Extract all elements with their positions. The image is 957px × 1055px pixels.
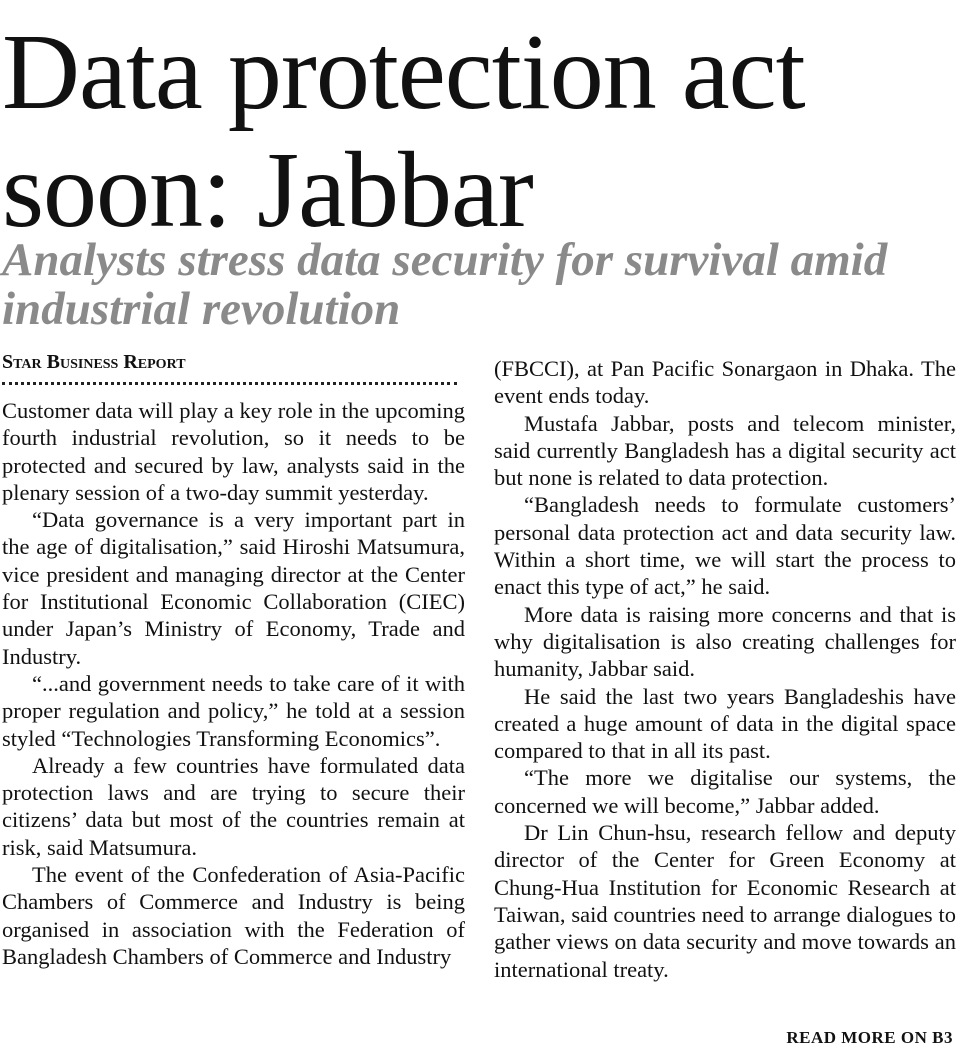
- dotted-divider: [2, 382, 457, 385]
- headline: Data protection act soon: Jabbar: [2, 13, 805, 250]
- paragraph: (FBCCI), at Pan Pacific Sonargaon in Dhaka. The event ends today.: [494, 356, 956, 409]
- read-more-link[interactable]: READ MORE ON B3: [786, 1028, 953, 1047]
- paragraph: He said the last two years Bangladeshis have created a huge amount of data in the digital space compared to that in all its past.: [494, 683, 956, 764]
- byline: Star Business Report: [2, 351, 186, 373]
- paragraph: Already a few countries have formulated data protection laws and are trying to secure their citizens’ data but most of the countries remain at risk, said Matsumura.: [2, 752, 465, 860]
- subheadline: Analysts stress data security for survival amid industrial revolution: [2, 234, 888, 335]
- paragraph: “Bangladesh needs to formulate customers’ personal data protection act and data security law. Within a short time, we will start the process to enact this type of act,” he said.: [494, 492, 956, 600]
- paragraph: “...and government needs to take care of it with proper regulation and policy,” he told at a session styled “Technologies Transforming Economics”.: [2, 670, 465, 751]
- article-column-right: [494, 355, 956, 983]
- paragraph: More data is raising more concerns and that is why digitalisation is also creating challenges for humanity, Jabbar said.: [494, 601, 956, 682]
- paragraph: “The more we digitalise our systems, the concerned we will become,” Jabbar added.: [494, 765, 956, 818]
- paragraph: The event of the Confederation of Asia-Pacific Chambers of Commerce and Industry is being organised in association with the Federation of Bangladesh Chambers of Commerce and Industry: [2, 862, 465, 969]
- paragraph: Dr Lin Chun-hsu, research fellow and deputy director of the Center for Green Economy at Chung-Hua Institution for Economic Research at Taiwan, said countries need to arrange dialogues to gather views on data security and move towards an international treaty.: [494, 820, 956, 982]
- paragraph: Customer data will play a key role in the upcoming fourth industrial revolution, so it needs to be protected and secured by law, analysts said in the plenary session of a two-day summit yesterday.: [2, 398, 465, 505]
- article-column-left: [2, 350, 465, 970]
- paragraph: “Data governance is a very important part in the age of digitalisation,” said Hiroshi Matsumura, vice president and managing director at the Center for Institutional Economic Collaboration (CIEC) under Japan’s Ministry of Economy, Trade and Industry.: [2, 507, 465, 669]
- paragraph: Mustafa Jabbar, posts and telecom minister, said currently Bangladesh has a digital security act but none is related to data protection.: [494, 410, 956, 491]
